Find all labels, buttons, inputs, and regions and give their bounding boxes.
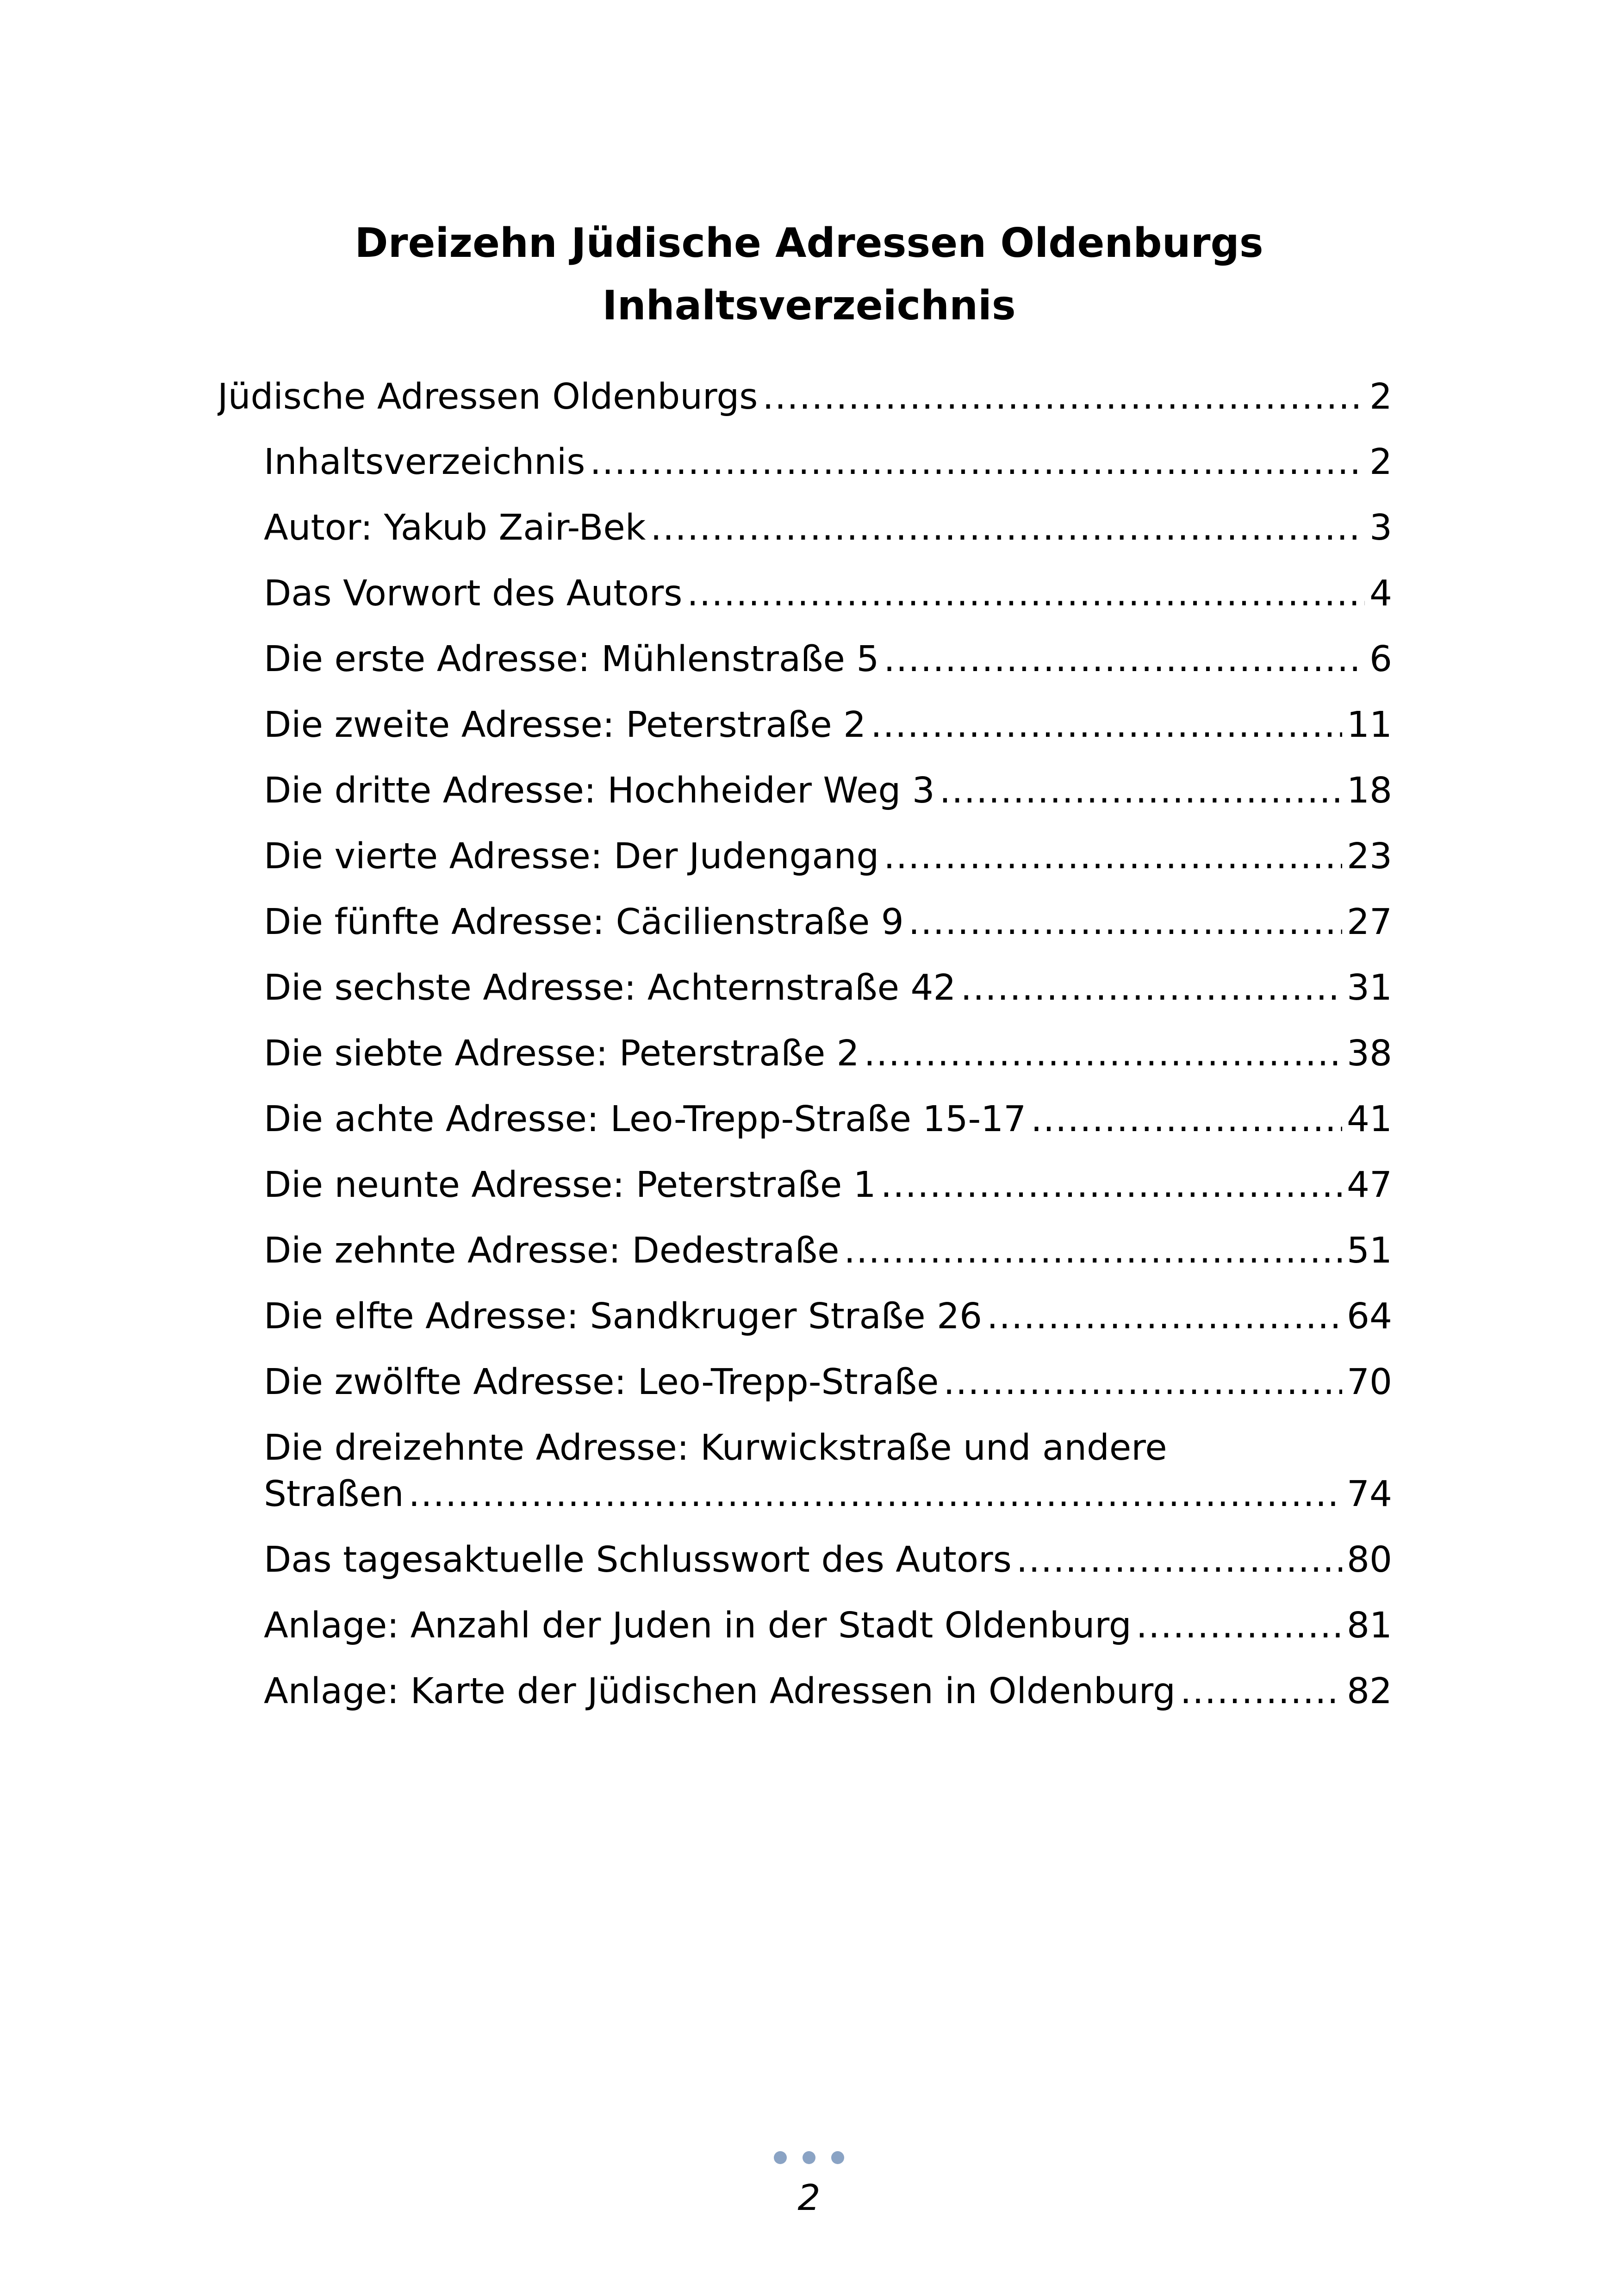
- toc-page-number: 51: [1347, 1230, 1392, 1271]
- toc-page-number: 47: [1347, 1164, 1392, 1206]
- toc-dot-leader: [871, 702, 1342, 748]
- toc-entry-main-title[interactable]: [218, 374, 1392, 420]
- toc-entry-adresse-3[interactable]: [264, 768, 1392, 814]
- toc-page-number: 4: [1369, 573, 1392, 614]
- toc-entry-text: Die neunte Adresse: Peterstraße 1: [264, 1164, 876, 1206]
- toc-dot-leader: [590, 439, 1365, 485]
- toc-dot-leader: [940, 768, 1342, 814]
- toc-entry-continuation: [264, 1471, 1392, 1518]
- toc-entry-adresse-4[interactable]: [264, 834, 1392, 880]
- toc-page-number: 23: [1347, 836, 1392, 877]
- ornament-dot: [803, 2151, 815, 2164]
- toc-dot-leader: [762, 374, 1365, 420]
- toc-entry-text: Straßen: [264, 1474, 404, 1515]
- toc-entry-text: Anlage: Anzahl der Juden in der Stadt Oldenburg: [264, 1605, 1132, 1646]
- page-number: 2: [797, 2178, 821, 2219]
- toc-entry-text: Inhaltsverzeichnis: [264, 442, 585, 483]
- toc-entry-adresse-13[interactable]: [264, 1425, 1392, 1518]
- toc-heading: Inhaltsverzeichnis: [602, 282, 1016, 329]
- toc-dot-leader: [1180, 1668, 1342, 1715]
- toc-page-number: 82: [1347, 1671, 1392, 1712]
- document-title: Dreizehn Jüdische Adressen Oldenburgs: [355, 219, 1263, 267]
- toc-entry-adresse-2[interactable]: [264, 702, 1392, 748]
- ornament-dot: [774, 2151, 787, 2164]
- toc-entry-adresse-1[interactable]: [264, 636, 1392, 683]
- toc-entry-anlage-karte[interactable]: [264, 1668, 1392, 1715]
- toc-entry-text: Das Vorwort des Autors: [264, 573, 683, 614]
- toc-dot-leader: [884, 636, 1365, 683]
- toc-entry-text: Die achte Adresse: Leo-Trepp-Straße 15-17: [264, 1099, 1027, 1140]
- toc-page-number: 31: [1347, 967, 1392, 1008]
- toc-entry-schlusswort[interactable]: [264, 1537, 1392, 1583]
- toc-entry-text: Die zweite Adresse: Peterstraße 2: [264, 704, 866, 746]
- toc-entry-text: Autor: Yakub Zair-Bek: [264, 507, 646, 548]
- ornament-dot: [831, 2151, 844, 2164]
- toc-dot-leader: [864, 1031, 1342, 1077]
- toc-entry-adresse-12[interactable]: [264, 1359, 1392, 1406]
- toc-entry-text: Die dreizehnte Adresse: Kurwickstraße und andere: [264, 1427, 1167, 1468]
- toc-entry-text: Die fünfte Adresse: Cäcilienstraße 9: [264, 902, 904, 943]
- toc-page-number: 81: [1347, 1605, 1392, 1646]
- toc-dot-leader: [909, 899, 1342, 946]
- toc-page-number: 2: [1369, 442, 1392, 483]
- toc-page-number: 80: [1347, 1539, 1392, 1580]
- toc-entry-adresse-8[interactable]: [264, 1096, 1392, 1143]
- toc-entry-text: Die siebte Adresse: Peterstraße 2: [264, 1033, 859, 1074]
- toc-entry-autor[interactable]: [264, 505, 1392, 551]
- toc-dot-leader: [960, 965, 1342, 1011]
- toc-entry-text: Die sechste Adresse: Achternstraße 42: [264, 967, 956, 1008]
- toc-dot-leader: [1031, 1096, 1342, 1143]
- toc-page-number: 3: [1369, 507, 1392, 548]
- toc-dot-leader: [987, 1294, 1342, 1340]
- toc-page-number: 64: [1347, 1296, 1392, 1337]
- toc-page-number: 2: [1369, 376, 1392, 417]
- toc-page-number: 70: [1347, 1362, 1392, 1403]
- toc-dot-leader: [943, 1359, 1342, 1406]
- toc-entry-text: Die elfte Adresse: Sandkruger Straße 26: [264, 1296, 983, 1337]
- toc-entry-adresse-10[interactable]: [264, 1228, 1392, 1274]
- toc-entry-adresse-7[interactable]: [264, 1031, 1392, 1077]
- toc-entry-inhaltsverzeichnis[interactable]: [264, 439, 1392, 485]
- toc-entry-text: Die vierte Adresse: Der Judengang: [264, 836, 879, 877]
- toc-entry-text: Die zwölfte Adresse: Leo-Trepp-Straße: [264, 1362, 939, 1403]
- toc-entry-adresse-5[interactable]: [264, 899, 1392, 946]
- toc-entry-adresse-9[interactable]: [264, 1162, 1392, 1208]
- toc-entry-text: Die dritte Adresse: Hochheider Weg 3: [264, 770, 935, 811]
- toc-dot-leader: [650, 505, 1365, 551]
- toc-dot-leader: [1016, 1537, 1342, 1583]
- toc-entry-text: Jüdische Adressen Oldenburgs: [218, 376, 758, 417]
- toc-dot-leader: [409, 1471, 1342, 1518]
- toc-dot-leader: [844, 1228, 1342, 1274]
- footer-ornament: [0, 2151, 1618, 2165]
- toc-page-number: 11: [1347, 704, 1392, 746]
- toc-entry-adresse-6[interactable]: [264, 965, 1392, 1011]
- toc-entry-anlage-anzahl[interactable]: [264, 1603, 1392, 1649]
- toc-dot-leader: [1136, 1603, 1342, 1649]
- toc-page-number: 18: [1347, 770, 1392, 811]
- toc-dot-leader: [884, 834, 1342, 880]
- toc-page-number: 74: [1347, 1474, 1392, 1515]
- toc-page-number: 38: [1347, 1033, 1392, 1074]
- toc-page-number: 27: [1347, 902, 1392, 943]
- toc-page-number: 41: [1347, 1099, 1392, 1140]
- toc-entry-adresse-11[interactable]: [264, 1294, 1392, 1340]
- toc-entry-text: Die erste Adresse: Mühlenstraße 5: [264, 639, 879, 680]
- toc-entry-text: Anlage: Karte der Jüdischen Adressen in Oldenburg: [264, 1671, 1176, 1712]
- toc-entry-vorwort[interactable]: [264, 571, 1392, 617]
- toc-entry-text: Das tagesaktuelle Schlusswort des Autors: [264, 1539, 1012, 1580]
- toc-dot-leader: [881, 1162, 1342, 1208]
- toc-page-number: 6: [1369, 639, 1392, 680]
- toc-dot-leader: [687, 571, 1365, 617]
- toc-entry-text: Die zehnte Adresse: Dedestraße: [264, 1230, 840, 1271]
